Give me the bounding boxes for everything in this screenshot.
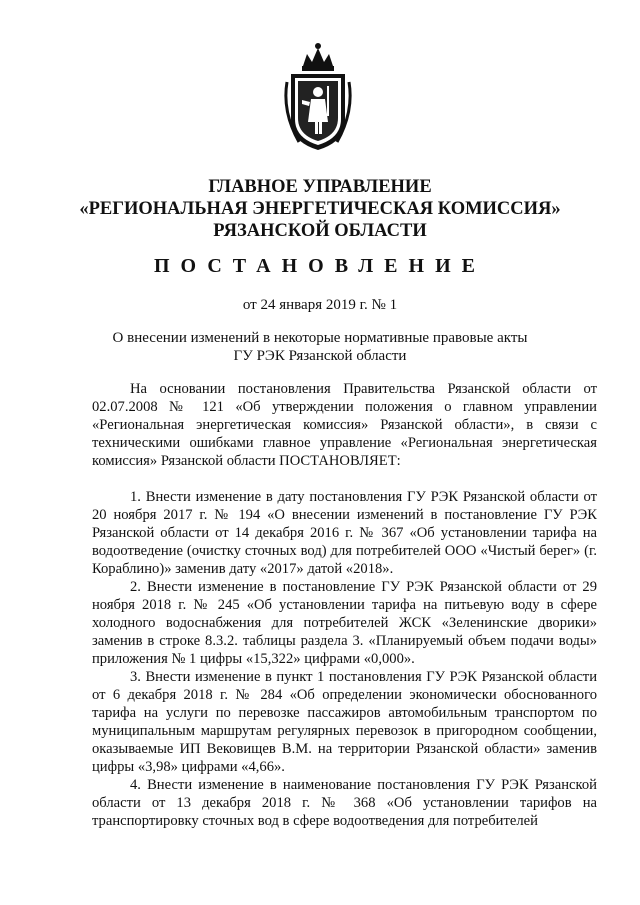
- document-date-number: от 24 января 2019 г. № 1: [242, 297, 398, 313]
- coat-of-arms-icon: [281, 42, 355, 154]
- document-title: ПОСТАНОВЛЕНИЕ: [154, 255, 486, 277]
- clause-4-paragraph: 4. Внести изменение в наименование постановления ГУ РЭК Рязанской области от 13 декабря 2018 г. № 368 «Об установлении тарифов на транспортировку сточных вод в сфере водоотведения для потребителей: [92, 777, 597, 829]
- header-line-3: РЯЗАНСКОЙ ОБЛАСТИ: [213, 221, 427, 241]
- document-body: [92, 380, 597, 830]
- header-line-2: «РЕГИОНАЛЬНАЯ ЭНЕРГЕТИЧЕСКАЯ КОМИССИЯ»: [79, 199, 561, 219]
- document-subject: [40, 330, 600, 365]
- issuing-authority-header: [40, 176, 600, 242]
- header-line-1: ГЛАВНОЕ УПРАВЛЕНИЕ: [208, 177, 432, 197]
- intro-paragraph: На основании постановления Правительства Рязанской области от 02.07.2008 № 121 «Об утверждении положения о главном управлении «Региональная энергетическая комиссия» Рязанской области», в связи с техническими ошибками главное управление «Региональная энергетическая комиссия» Рязанской области ПОСТАНОВЛЯЕТ:: [92, 381, 597, 469]
- clause-3-paragraph: 3. Внести изменение в пункт 1 постановления ГУ РЭК Рязанской области от 6 декабря 2018 г. № 284 «Об определении экономически обоснованного тарифа на услуги по перевозке пассажиров автомобильным транспортом по муниципальным маршрутам регулярных перевозок в пригородном сообщении, оказываемые ИП Вековищев В.М. на территории Рязанской области» заменив цифры «3,98» цифрами «4,66».: [92, 669, 597, 775]
- clause-1-paragraph: 1. Внести изменение в дату постановления ГУ РЭК Рязанской области от 20 ноября 2017 г. № 194 «О внесении изменений в постановление ГУ РЭК Рязанской области от 14 декабря 2016 г. № 367 «Об установлении тарифа на водоотведение (очистку сточных вод) для потребителей ООО «Чистый берег» (г. Кораблино)» заменив дату «2017» датой «2018».: [92, 489, 597, 577]
- subject-line-1: О внесении изменений в некоторые нормативные правовые акты: [112, 330, 528, 346]
- clause-2-paragraph: 2. Внести изменение в постановление ГУ РЭК Рязанской области от 29 ноября 2018 г. № 245 «Об установлении тарифа на питьевую воду в сфере холодного водоснабжения для потребителей ЖСК «Зеленинские дворики» заменив в строке 8.3.2. таблицы раздела 3. «Планируемый объем подачи воды» приложения № 1 цифры «15,322» цифрами «0,000».: [92, 579, 597, 667]
- subject-line-2: ГУ РЭК Рязанской области: [233, 347, 407, 364]
